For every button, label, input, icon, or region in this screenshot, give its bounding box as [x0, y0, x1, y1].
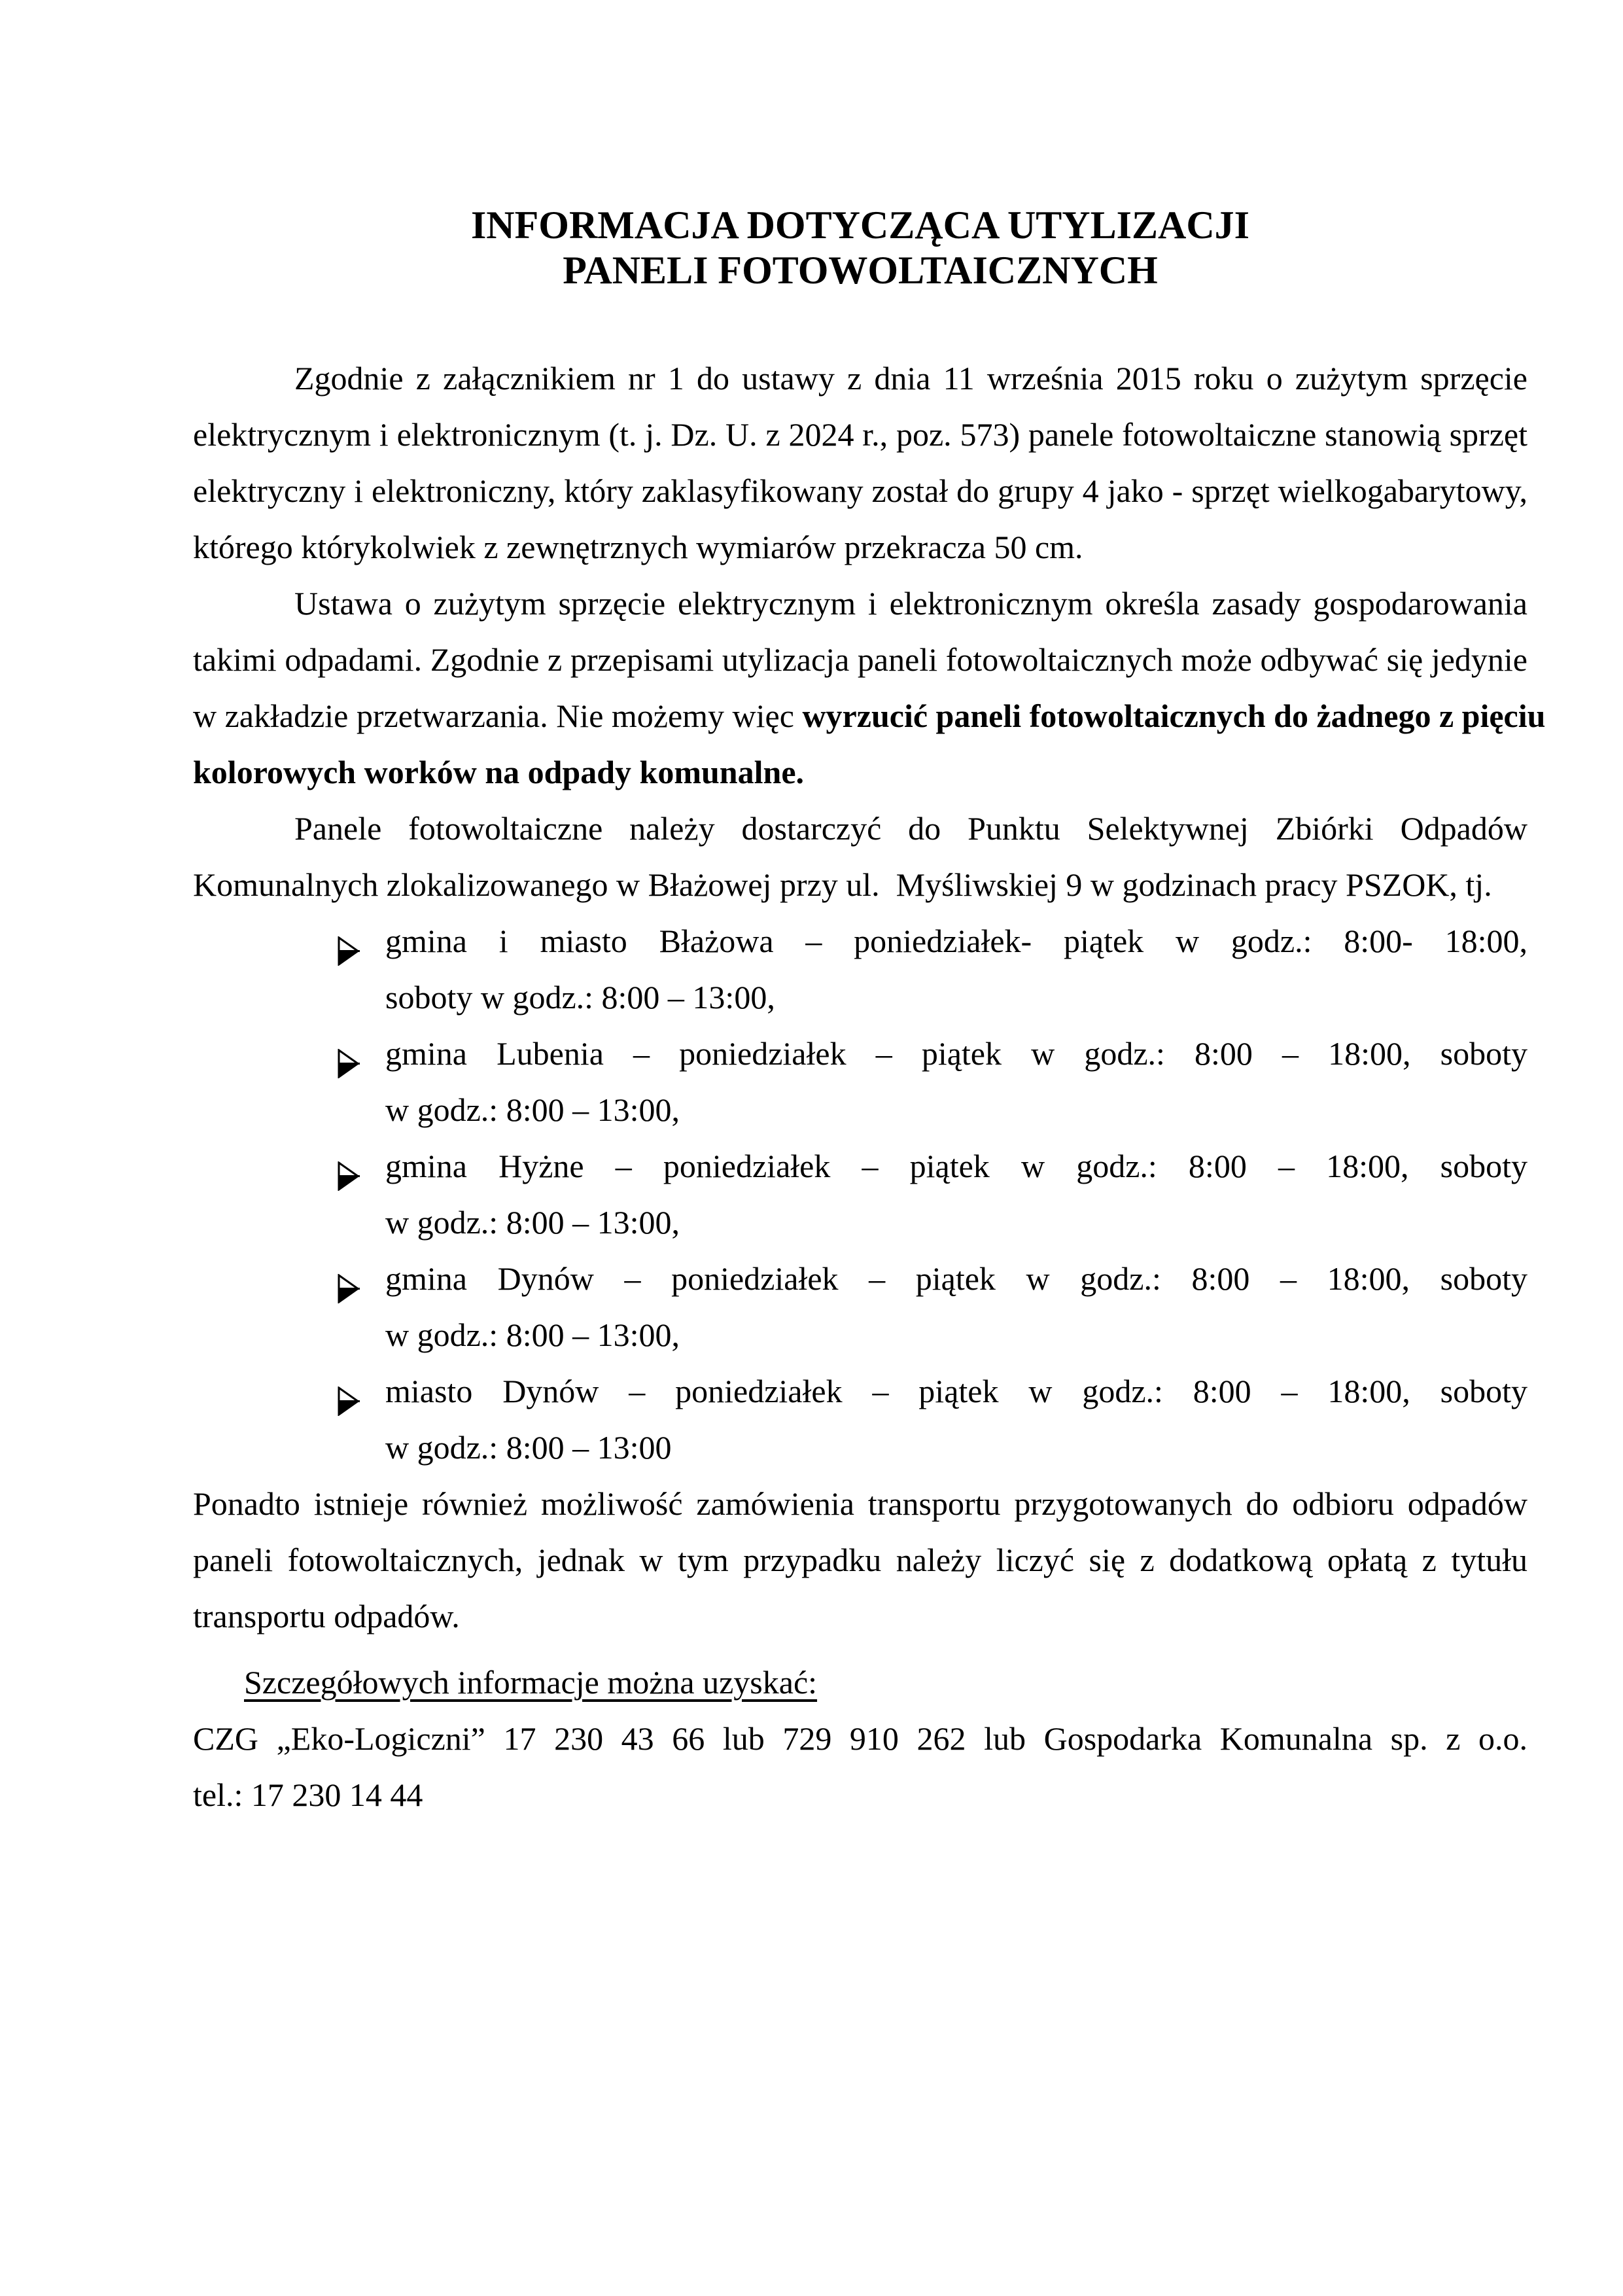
- bullet-item-blazowa: [193, 913, 1527, 1025]
- text-line: Komunalnych zlokalizowanego w Błażowej przy ul. Myśliwskiej 9 w godzinach pracy PSZOK, tj.: [193, 866, 1492, 903]
- text-line: CZG „Eko-Logiczni” 17 230 43 66 lub 729 910 262 lub Gospodarka Komunalna sp. z o.o.: [193, 1720, 1527, 1757]
- text-line: paneli fotowoltaicznych, jednak w tym przypadku należy liczyć się z dodatkową opłatą z tytułu: [193, 1542, 1527, 1578]
- text-line: miasto Dynów – poniedziałek – piątek w godz.: 8:00 – 18:00, soboty: [385, 1373, 1527, 1409]
- text-line: elektryczny i elektroniczny, który zaklasyfikowany został do grupy 4 jako - sprzęt wielkogabarytowy,: [193, 472, 1527, 509]
- text-line: Panele fotowoltaiczne należy dostarczyć do Punktu Selektywnej Zbiórki Odpadów: [294, 810, 1527, 847]
- text-line: gmina Dynów – poniedziałek – piątek w godz.: 8:00 – 18:00, soboty: [385, 1260, 1527, 1297]
- text-line: [193, 744, 1527, 800]
- text-line: Ponadto istnieje również możliwość zamówienia transportu przygotowanych do odbioru odpadów: [193, 1485, 1527, 1522]
- bullet-item-gmina-dynow: [193, 1250, 1527, 1363]
- paragraph-disposal-rules: [193, 575, 1546, 800]
- text-line: w godz.: 8:00 – 13:00,: [385, 1091, 680, 1128]
- text-line: transportu odpadów.: [193, 1598, 460, 1634]
- text-line: Zgodnie z załącznikiem nr 1 do ustawy z dnia 11 września 2015 roku o zużytym sprzęcie: [294, 360, 1527, 397]
- text-line: gmina Hyżne – poniedziałek – piątek w godz.: 8:00 – 18:00, soboty: [385, 1148, 1527, 1184]
- contact-heading: [193, 1654, 1527, 1710]
- text-line: [193, 688, 1546, 744]
- text-line: takimi odpadami. Zgodnie z przepisami utylizacja paneli fotowoltaicznych może odbywać się jedynie: [193, 641, 1527, 678]
- bold-text-segment: kolorowych worków na odpady komunalne.: [193, 754, 805, 790]
- arrowhead-bullet-icon: [338, 1152, 360, 1181]
- arrowhead-bullet-icon: [338, 1377, 360, 1406]
- text-line: którego którykolwiek z zewnętrznych wymiarów przekracza 50 cm.: [193, 529, 1083, 565]
- arrowhead-bullet-icon: [338, 927, 360, 956]
- text-segment: w zakładzie przetwarzania. Nie możemy więc: [193, 698, 803, 734]
- bullet-item-hyzne: [193, 1138, 1527, 1250]
- bullet-item-lubenia: [193, 1025, 1527, 1138]
- text-line: w godz.: 8:00 – 13:00: [385, 1429, 672, 1466]
- text-line: soboty w godz.: 8:00 – 13:00,: [385, 979, 775, 1016]
- title-line-1: INFORMACJA DOTYCZĄCA UTYLIZACJI: [470, 203, 1250, 247]
- text-line: elektrycznym i elektronicznym (t. j. Dz. U. z 2024 r., poz. 573) panele fotowoltaiczne stanowią sprzęt: [193, 416, 1527, 453]
- pszok-hours-list: [193, 913, 1527, 1475]
- paragraph-transport-option: [193, 1475, 1527, 1644]
- arrowhead-bullet-icon: [338, 1039, 360, 1069]
- text-line: w godz.: 8:00 – 13:00,: [385, 1204, 680, 1241]
- contact-heading-text: Szczegółowych informacje można uzyskać:: [244, 1664, 818, 1701]
- arrowhead-bullet-icon: [338, 1264, 360, 1294]
- text-line: gmina Lubenia – poniedziałek – piątek w godz.: 8:00 – 18:00, soboty: [385, 1035, 1527, 1072]
- paragraph-contact-details: [193, 1710, 1527, 1823]
- paragraph-legal-basis: [193, 350, 1527, 575]
- text-line: tel.: 17 230 14 44: [193, 1776, 423, 1813]
- bold-text-segment: wyrzucić paneli fotowoltaicznych do żadnego z pięciu: [802, 698, 1546, 734]
- bullet-item-miasto-dynow: [193, 1363, 1527, 1475]
- text-line: w godz.: 8:00 – 13:00,: [385, 1316, 680, 1353]
- document-title: [193, 203, 1527, 293]
- title-line-2: PANELI FOTOWOLTAICZNYCH: [563, 249, 1158, 292]
- text-line: Ustawa o zużytym sprzęcie elektrycznym i elektronicznym określa zasady gospodarowania: [294, 585, 1527, 622]
- paragraph-pszok-delivery: [193, 800, 1527, 913]
- document-content: [193, 0, 1546, 1823]
- text-line: gmina i miasto Błażowa – poniedziałek- piątek w godz.: 8:00- 18:00,: [385, 923, 1527, 959]
